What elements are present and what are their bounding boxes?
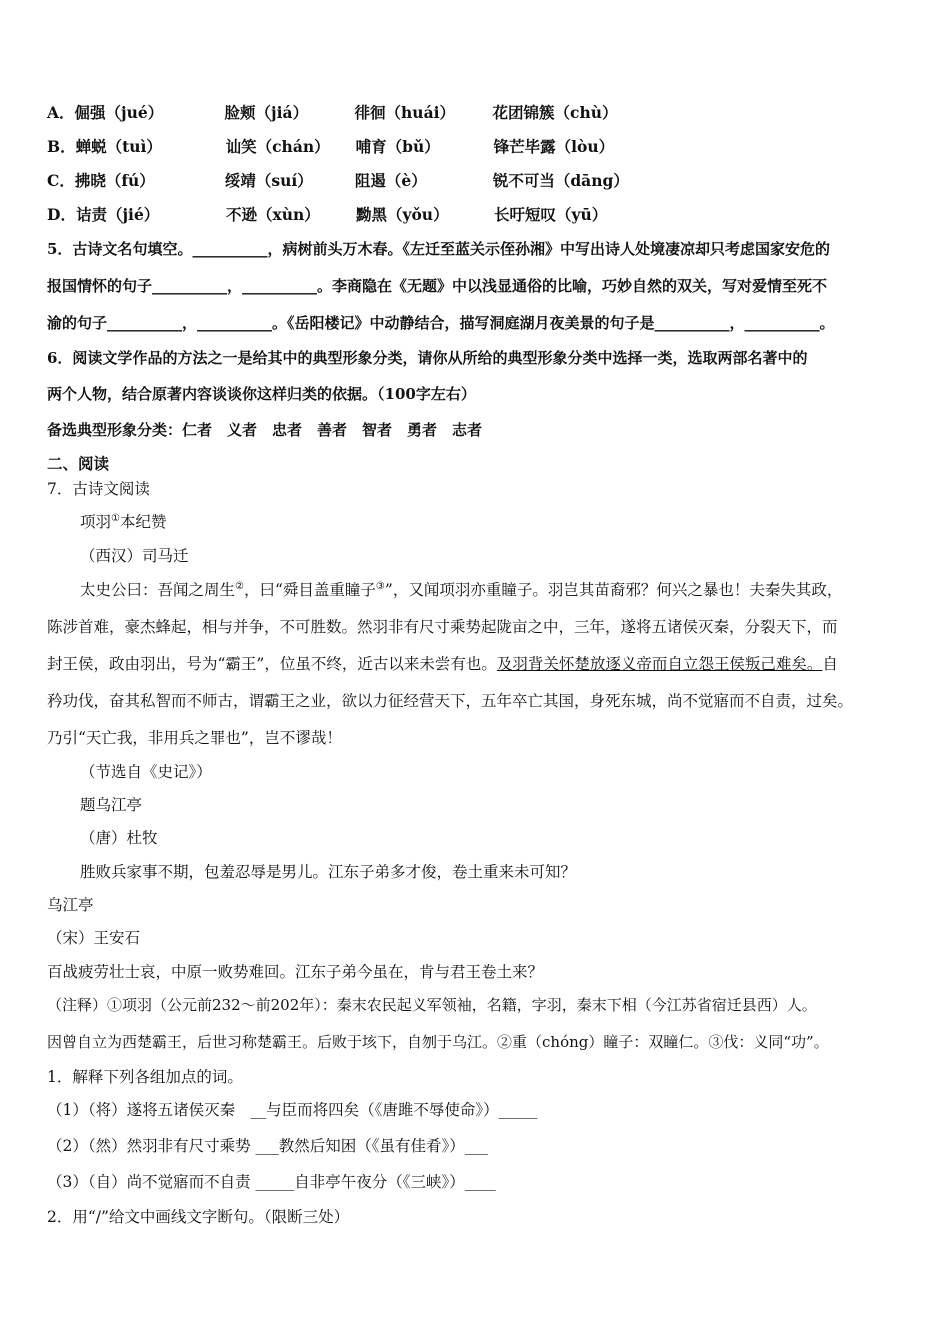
poem-text: 百战疲劳壮士哀，中原一败势难回。江东子弟今虽在，肯与君王卷土来？ xyxy=(47,963,544,981)
passage-line: 太史公曰：吾闻之周生②，曰“舜目盖重瞳子③”，又闻项羽亦重瞳子。羽岂其苗裔邪？何兴之暴也！夫秦失其政， xyxy=(80,580,843,599)
option-item: 蝉蜕（tuì） xyxy=(75,137,162,156)
option-item: 锐不可当（dāng） xyxy=(492,171,629,190)
passage-line: 矜功伐，奋其私智而不师古，谓霸王之业，欲以力征经营天下，五年卒亡其国，身死东城，尚不觉寤而不自责，过矣。 xyxy=(47,692,854,710)
option-label: C． xyxy=(47,171,75,190)
q6-categories: 备选典型形象分类：仁者 义者 忠者 善者 智者 勇者 志者 xyxy=(47,421,483,439)
option-item: 绥靖（suí） xyxy=(224,171,313,190)
option-label: A． xyxy=(47,103,75,122)
q6-line: 两个人物，结合原著内容谈谈你这样归类的依据。（100字左右） xyxy=(47,385,476,403)
option-c xyxy=(47,171,629,191)
q6-line: 6．阅读文学作品的方法之一是给其中的典型形象分类，请你从所给的典型形象分类中选择一类，选取两部名著中的 xyxy=(47,349,808,367)
option-label: B． xyxy=(47,137,76,156)
option-label: D． xyxy=(47,205,76,224)
section-heading: 二、阅读 xyxy=(47,454,110,473)
poem-text: 胜败兵家事不期，包羞忍辱是男儿。江东子弟多才俊，卷土重来未可知？ xyxy=(80,863,577,881)
option-item: 讪笑（chán） xyxy=(225,137,330,156)
passage-source: （节选自《史记》） xyxy=(80,763,212,781)
poem-title: 题乌江亭 xyxy=(80,796,143,814)
option-a xyxy=(47,103,618,123)
option-item: 锋芒毕露（lòu） xyxy=(493,137,615,156)
poem-author: （唐）杜牧 xyxy=(80,829,158,847)
option-item: 黝黑（yǒu） xyxy=(355,205,449,224)
option-item: 花团锦簇（chù） xyxy=(492,103,618,122)
poem-title: 乌江亭 xyxy=(47,896,94,914)
sub-question-item: （3）（自）尚不觉寤而不自责 _____自非亭午夜分（《三峡》）____ xyxy=(47,1173,496,1191)
passage-line: 封王侯，政由羽出，号为“霸王”，位虽不终，近古以来未尝有也。及羽背关怀楚放逐义帝而自立怨王侯叛己难矣。自 xyxy=(47,655,838,673)
option-item: 徘徊（huái） xyxy=(354,103,456,122)
passage-line: 乃引“天亡我，非用兵之罪也”，岂不谬哉！ xyxy=(47,729,342,747)
q5-line: 报国情怀的句子__________，__________。李商隐在《无题》中以浅显通俗的比喻，巧妙自然的双关，写对爱情至死不 xyxy=(47,277,828,295)
q5-line: 渝的句子__________，__________。《岳阳楼记》中动静结合，描写洞庭湖月夜美景的句子是__________，__________。 xyxy=(47,314,835,332)
q5-line: 5．古诗文名句填空。__________，病树前头万木春。《左迁至蓝关示侄孙湘》中写出诗人处境凄凉却只考虑国家安危的 xyxy=(47,240,830,258)
option-item: 不逊（xùn） xyxy=(225,205,320,224)
option-item: 脸颊（jiá） xyxy=(224,103,309,122)
sub-question-item: （2）（然）然羽非有尺寸乘势 ___教然后知困（《虽有佳肴》）___ xyxy=(47,1137,489,1155)
option-item: 阻遏（è） xyxy=(354,171,427,190)
sub-question-title: 1．解释下列各组加点的词。 xyxy=(47,1068,243,1086)
option-item: 拂晓（fú） xyxy=(74,171,155,190)
passage-title: 项羽①本纪赞 xyxy=(80,512,167,531)
underlined-text: 及羽背关怀楚放逐义帝而自立怨王侯叛己难矣。 xyxy=(496,655,823,673)
poem-author: （宋）王安石 xyxy=(47,929,141,947)
option-item: 诘责（jié） xyxy=(75,205,160,224)
passage-line: 陈涉首难，豪杰蜂起，相与并争，不可胜数。然羽非有尺寸乘势起陇亩之中，三年，遂将五诸侯灭秦，分裂天下，而 xyxy=(47,618,838,636)
q7-heading: 7．古诗文阅读 xyxy=(47,480,150,498)
note-line: （注释）①项羽（公元前232～前202年）：秦末农民起义军领袖，名籍，字羽，秦末下相（今江苏省宿迁县西）人。 xyxy=(47,996,817,1014)
option-item: 倔强（jué） xyxy=(74,103,164,122)
option-item: 长吁短叹（yū） xyxy=(493,205,608,224)
sub-question-item: （1）（将）遂将五诸侯灭秦 __与臣而将四矣（《唐雎不辱使命》）_____ xyxy=(47,1101,538,1119)
option-b xyxy=(47,137,614,157)
passage-author: （西汉）司马迁 xyxy=(80,547,189,565)
option-d xyxy=(47,205,607,225)
sub-question-title: 2．用“/”给文中画线文字断句。（限断三处） xyxy=(47,1208,350,1226)
note-line: 因曾自立为西楚霸王，后世习称楚霸王。后败于垓下，自刎于乌江。②重（chóng）瞳子：双瞳仁。③伐：义同“功”。 xyxy=(47,1033,829,1051)
option-item: 哺育（bǔ） xyxy=(355,137,440,156)
